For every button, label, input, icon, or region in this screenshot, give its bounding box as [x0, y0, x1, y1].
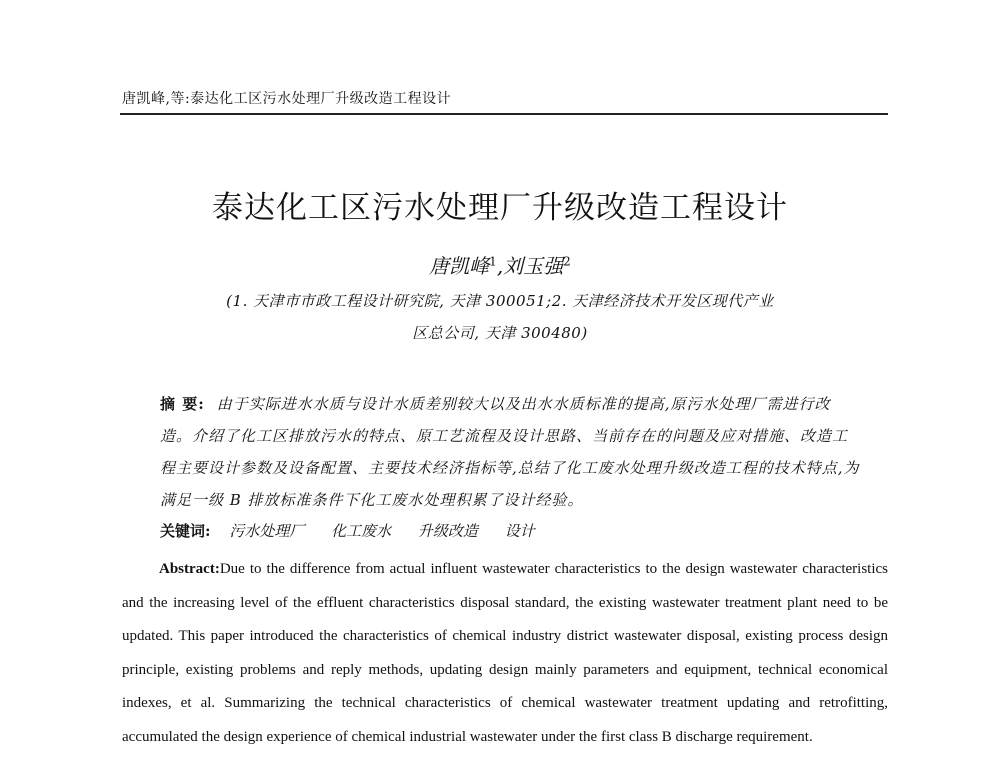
author-separator: ,	[496, 254, 504, 278]
author-affiliation-mark: 1	[489, 254, 497, 269]
author-name: 刘玉强	[503, 254, 564, 278]
abstract-chinese	[160, 388, 860, 516]
keywords	[160, 520, 557, 541]
keyword: 污水处理厂	[229, 522, 305, 540]
author-name: 唐凯峰	[429, 254, 490, 278]
keyword: 设计	[504, 522, 535, 540]
abstract-chinese-text: 由于实际进水水质与设计水质差别较大以及出水水质标准的提高,原污水处理厂需进行改造。介绍了化工区排放污水的特点、原工艺流程及设计思路、当前存在的问题及应对措施、改造工程主要设计参数及设备配置、主要技术经济指标等,总结了化工废水处理升级改造工程的技术特点,为满足一级 B 排放标准条件下化工废水处理积累了设计经验。	[160, 395, 860, 509]
keyword: 化工废水	[331, 522, 392, 540]
keyword: 升级改造	[417, 522, 478, 540]
abstract-english	[122, 553, 888, 754]
running-head: 唐凯峰,等:泰达化工区污水处理厂升级改造工程设计	[122, 91, 452, 107]
abstract-english-label: Abstract:	[159, 561, 220, 577]
affiliation-line: (1. 天津市市政工程设计研究院, 天津 300051;2. 天津经济技术开发区现代产业	[226, 292, 774, 310]
affiliation-line: 区总公司, 天津 300480)	[412, 324, 588, 342]
author-list	[0, 250, 1000, 279]
author-affiliation-mark: 2	[563, 254, 571, 269]
abstract-chinese-label: 摘 要:	[160, 395, 205, 413]
keywords-label: 关键词:	[160, 522, 211, 540]
header-rule	[120, 113, 888, 115]
paper-title: 泰达化工区污水处理厂升级改造工程设计	[212, 190, 788, 226]
abstract-english-text: Due to the difference from actual influent wastewater characteristics to the design wastewater characteristics and the increasing level of the effluent characteristics disposal standard, the existing wastewater treatment plant need to be updated. This paper introduced the characteristics of chemical industry district wastewater disposal, existing process design principle, existing problems and reply methods, updating design mainly parameters and equipment, technical economical indexes, et al. Summarizing the technical characteristics of chemical wastewater treatment updating and retrofitting, accumulated the design experience of chemical industrial wastewater under the first class B discharge requirement.	[122, 561, 888, 745]
